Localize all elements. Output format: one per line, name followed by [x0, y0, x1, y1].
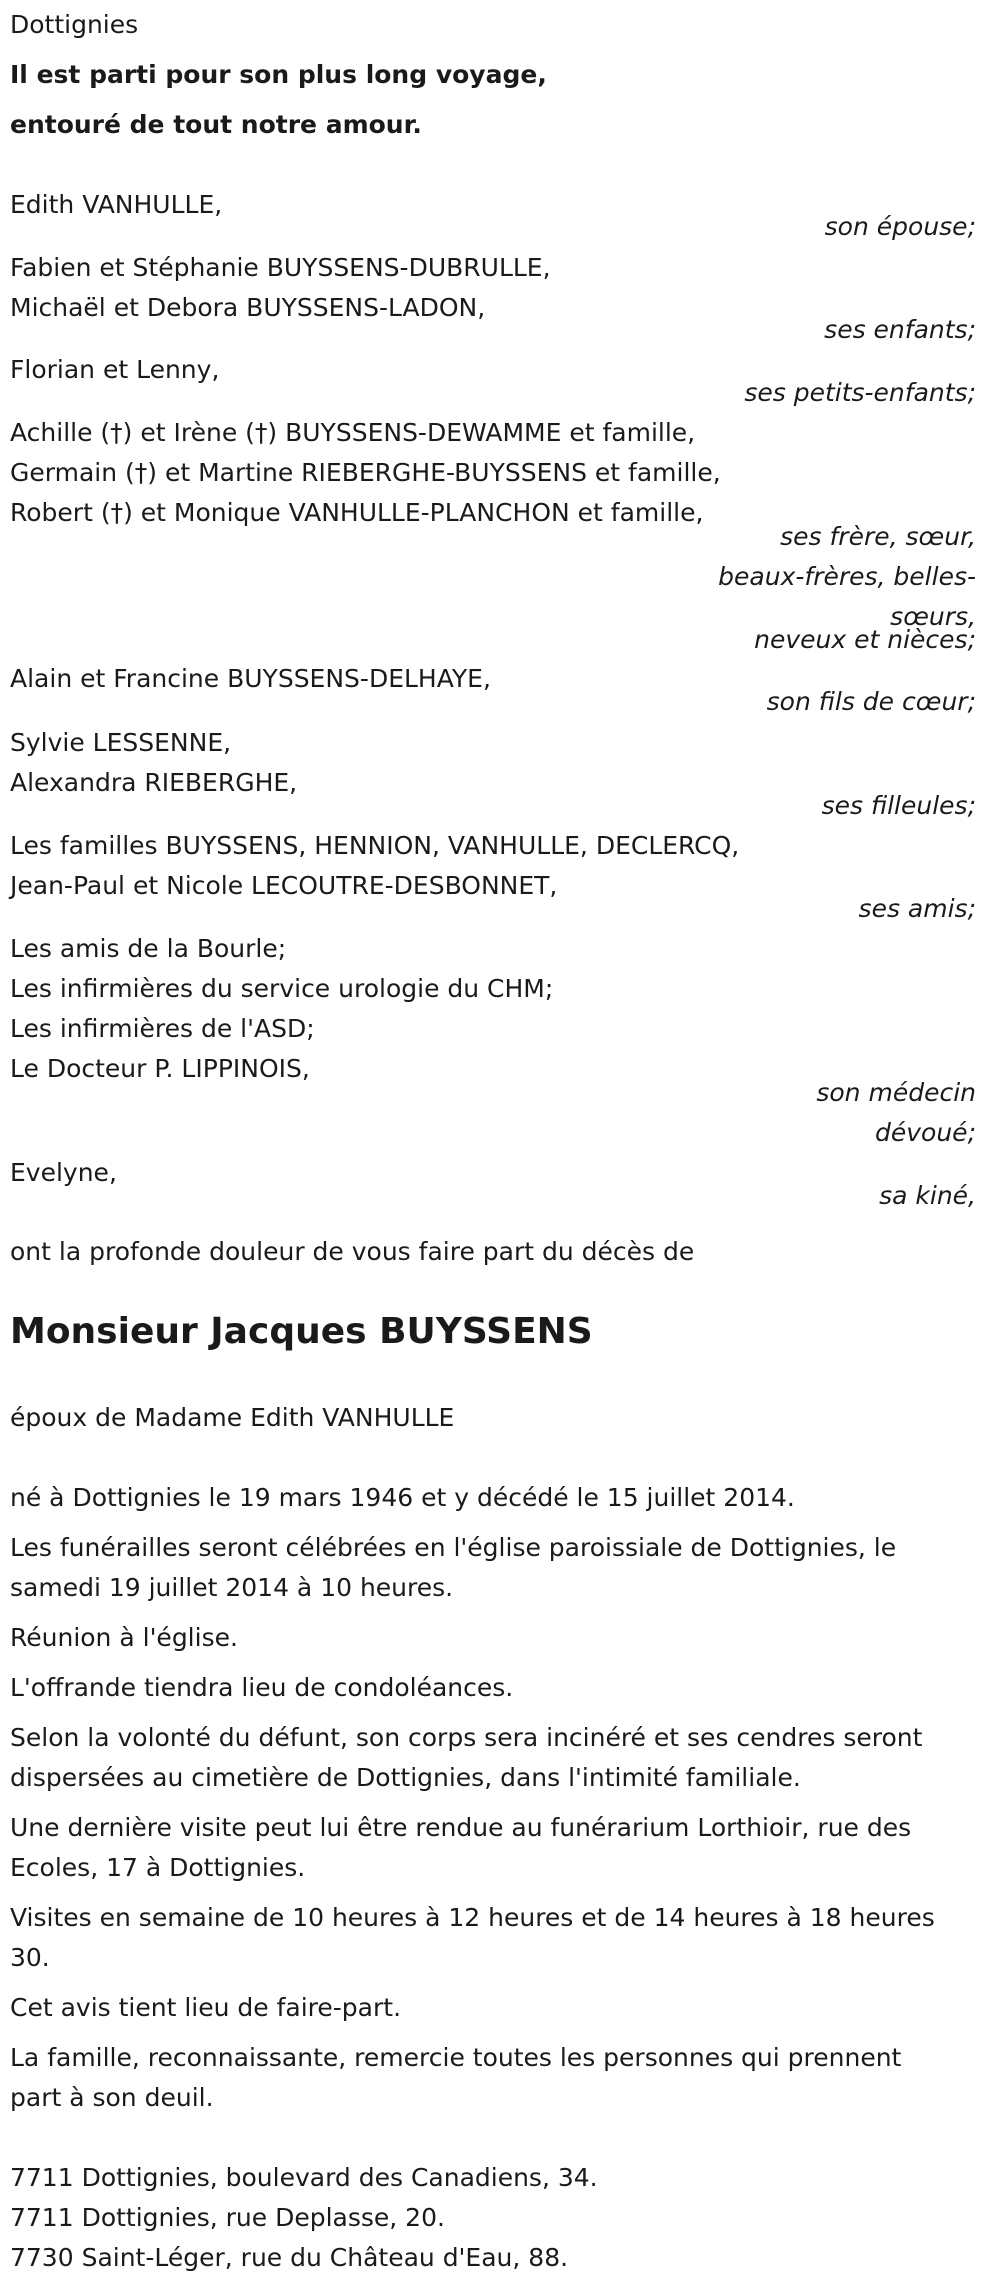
- family-3-role-2: sœurs,: [890, 602, 976, 631]
- detail-0-line-0: né à Dottignies le 19 mars 1946 et y décédé le 15 juillet 2014.: [10, 1483, 795, 1512]
- detail-3-line-0: L'offrande tiendra lieu de condoléances.: [10, 1673, 514, 1702]
- family-4-role-0: son fils de cœur;: [766, 687, 976, 716]
- family-7-name-1: Les infirmières du service urologie du CHM;: [10, 974, 554, 1003]
- intro-line-2: entouré de tout notre amour.: [10, 110, 422, 139]
- family-7-role-1: dévoué;: [875, 1118, 976, 1147]
- announcement: ont la profonde douleur de vous faire part du décès de: [10, 1237, 695, 1266]
- family-3-role-0: ses frère, sœur,: [780, 522, 976, 551]
- detail-8-line-0: La famille, reconnaissante, remercie toutes les personnes qui prennent: [10, 2043, 902, 2072]
- detail-5-line-1: Ecoles, 17 à Dottignies.: [10, 1853, 306, 1882]
- family-0-role-0: son épouse;: [824, 212, 976, 241]
- family-1-name-1: Michaël et Debora BUYSSENS-LADON,: [10, 293, 486, 322]
- family-1-name-0: Fabien et Stéphanie BUYSSENS-DUBRULLE,: [10, 253, 551, 282]
- detail-7-line-0: Cet avis tient lieu de faire-part.: [10, 1993, 402, 2022]
- family-3-name-2: Robert (†) et Monique VANHULLE-PLANCHON et famille,: [10, 498, 704, 527]
- family-5-name-0: Sylvie LESSENNE,: [10, 728, 232, 757]
- family-2-name-0: Florian et Lenny,: [10, 355, 220, 384]
- family-8-role-0: sa kiné,: [879, 1181, 976, 1210]
- family-7-role-0: son médecin: [816, 1078, 976, 1107]
- detail-6-line-1: 30.: [10, 1943, 50, 1972]
- family-6-name-0: Les familles BUYSSENS, HENNION, VANHULLE, DECLERCQ,: [10, 831, 740, 860]
- family-1-role-0: ses enfants;: [824, 315, 976, 344]
- family-4-name-0: Alain et Francine BUYSSENS-DELHAYE,: [10, 664, 491, 693]
- detail-2-line-0: Réunion à l'église.: [10, 1623, 238, 1652]
- deceased-name: Monsieur Jacques BUYSSENS: [10, 1311, 593, 1352]
- intro-line-1: Il est parti pour son plus long voyage,: [10, 60, 547, 89]
- family-2-role-0: ses petits-enfants;: [744, 378, 976, 407]
- family-3-name-1: Germain (†) et Martine RIEBERGHE-BUYSSENS et famille,: [10, 458, 721, 487]
- family-5-role-0: ses filleules;: [821, 791, 976, 820]
- detail-8-line-1: part à son deuil.: [10, 2083, 214, 2112]
- detail-4-line-1: dispersées au cimetière de Dottignies, dans l'intimité familiale.: [10, 1763, 801, 1792]
- address-1: 7711 Dottignies, rue Deplasse, 20.: [10, 2203, 445, 2232]
- detail-6-line-0: Visites en semaine de 10 heures à 12 heures et de 14 heures à 18 heures: [10, 1903, 935, 1932]
- family-3-name-0: Achille (†) et Irène (†) BUYSSENS-DEWAMME et famille,: [10, 418, 696, 447]
- family-6-role-0: ses amis;: [858, 894, 976, 923]
- detail-4-line-0: Selon la volonté du défunt, son corps sera incinéré et ses cendres seront: [10, 1723, 923, 1752]
- detail-1-line-1: samedi 19 juillet 2014 à 10 heures.: [10, 1573, 454, 1602]
- family-3-role-1: beaux-frères, belles-: [718, 562, 976, 591]
- family-5-name-1: Alexandra RIEBERGHE,: [10, 768, 298, 797]
- detail-1-line-0: Les funérailles seront célébrées en l'église paroissiale de Dottignies, le: [10, 1533, 897, 1562]
- spouse-line: époux de Madame Edith VANHULLE: [10, 1403, 455, 1432]
- family-8-name-0: Evelyne,: [10, 1158, 117, 1187]
- detail-5-line-0: Une dernière visite peut lui être rendue au funérarium Lorthioir, rue des: [10, 1813, 912, 1842]
- place-line: Dottignies: [10, 10, 139, 39]
- family-7-name-2: Les infirmières de l'ASD;: [10, 1014, 315, 1043]
- family-0-name-0: Edith VANHULLE,: [10, 190, 223, 219]
- address-2: 7730 Saint-Léger, rue du Château d'Eau, 88.: [10, 2243, 569, 2272]
- family-6-name-1: Jean-Paul et Nicole LECOUTRE-DESBONNET,: [10, 871, 558, 900]
- family-7-name-3: Le Docteur P. LIPPINOIS,: [10, 1054, 310, 1083]
- address-0: 7711 Dottignies, boulevard des Canadiens, 34.: [10, 2163, 598, 2192]
- family-7-name-0: Les amis de la Bourle;: [10, 934, 287, 963]
- family-3-role-3: neveux et nièces;: [754, 625, 976, 654]
